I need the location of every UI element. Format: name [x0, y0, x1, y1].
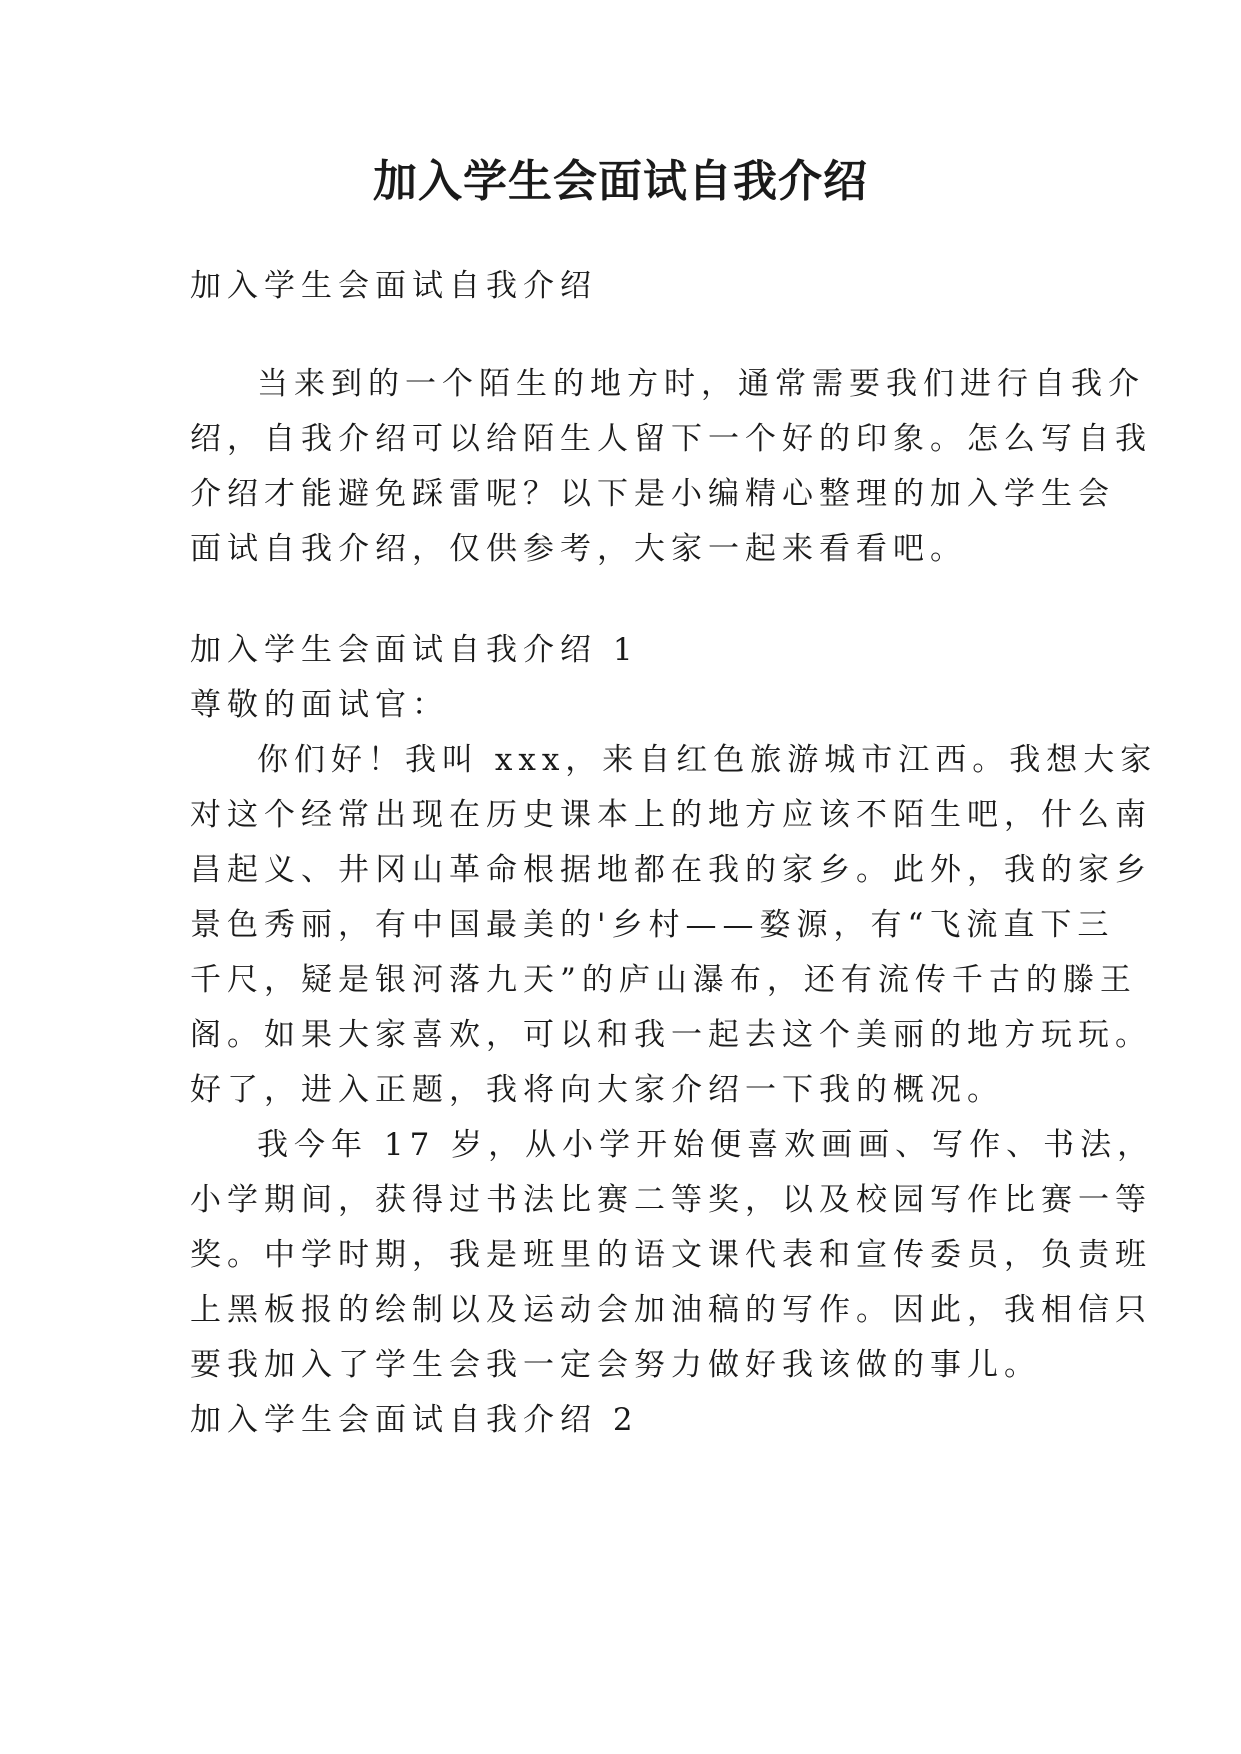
section-heading-2: 加入学生会面试自我介绍 2: [190, 1402, 639, 1438]
salutation-line: 尊敬的面试官：: [190, 687, 449, 723]
intro-line: 介绍才能避免踩雷呢？以下是小编精心整理的加入学生会: [190, 476, 1115, 512]
body-line: 我今年 17 岁，从小学开始便喜欢画画、写作、书法，: [257, 1127, 1155, 1163]
body-line: 小学期间，获得过书法比赛二等奖，以及校园写作比赛一等: [190, 1182, 1152, 1218]
section-heading-1: 加入学生会面试自我介绍 1: [190, 632, 639, 668]
intro-line: 面试自我介绍，仅供参考，大家一起来看看吧。: [190, 531, 967, 567]
body-line: 奖。中学时期，我是班里的语文课代表和宣传委员，负责班: [190, 1237, 1152, 1273]
body-line: 对这个经常出现在历史课本上的地方应该不陌生吧，什么南: [190, 797, 1152, 833]
body-line: 阁。如果大家喜欢，可以和我一起去这个美丽的地方玩玩。: [190, 1017, 1152, 1053]
body-line: 景色秀丽，有中国最美的'乡村——婺源，有“飞流直下三: [190, 907, 1115, 943]
body-line: 上黑板报的绘制以及运动会加油稿的写作。因此，我相信只: [190, 1292, 1152, 1328]
subtitle-line: 加入学生会面试自我介绍: [190, 268, 597, 304]
intro-line: 绍，自我介绍可以给陌生人留下一个好的印象。怎么写自我: [190, 421, 1152, 457]
intro-line: 当来到的一个陌生的地方时，通常需要我们进行自我介: [257, 366, 1145, 402]
body-line: 要我加入了学生会我一定会努力做好我该做的事儿。: [190, 1347, 1041, 1383]
body-line: 千尺，疑是银河落九天”的庐山瀑布，还有流传千古的滕王: [190, 962, 1137, 998]
body-line: 好了，进入正题，我将向大家介绍一下我的概况。: [190, 1072, 1004, 1108]
document-title: 加入学生会面试自我介绍: [373, 156, 868, 207]
body-line: 昌起义、井冈山革命根据地都在我的家乡。此外，我的家乡: [190, 852, 1152, 888]
body-line: 你们好！我叫 xxx，来自红色旅游城市江西。我想大家: [257, 742, 1158, 778]
